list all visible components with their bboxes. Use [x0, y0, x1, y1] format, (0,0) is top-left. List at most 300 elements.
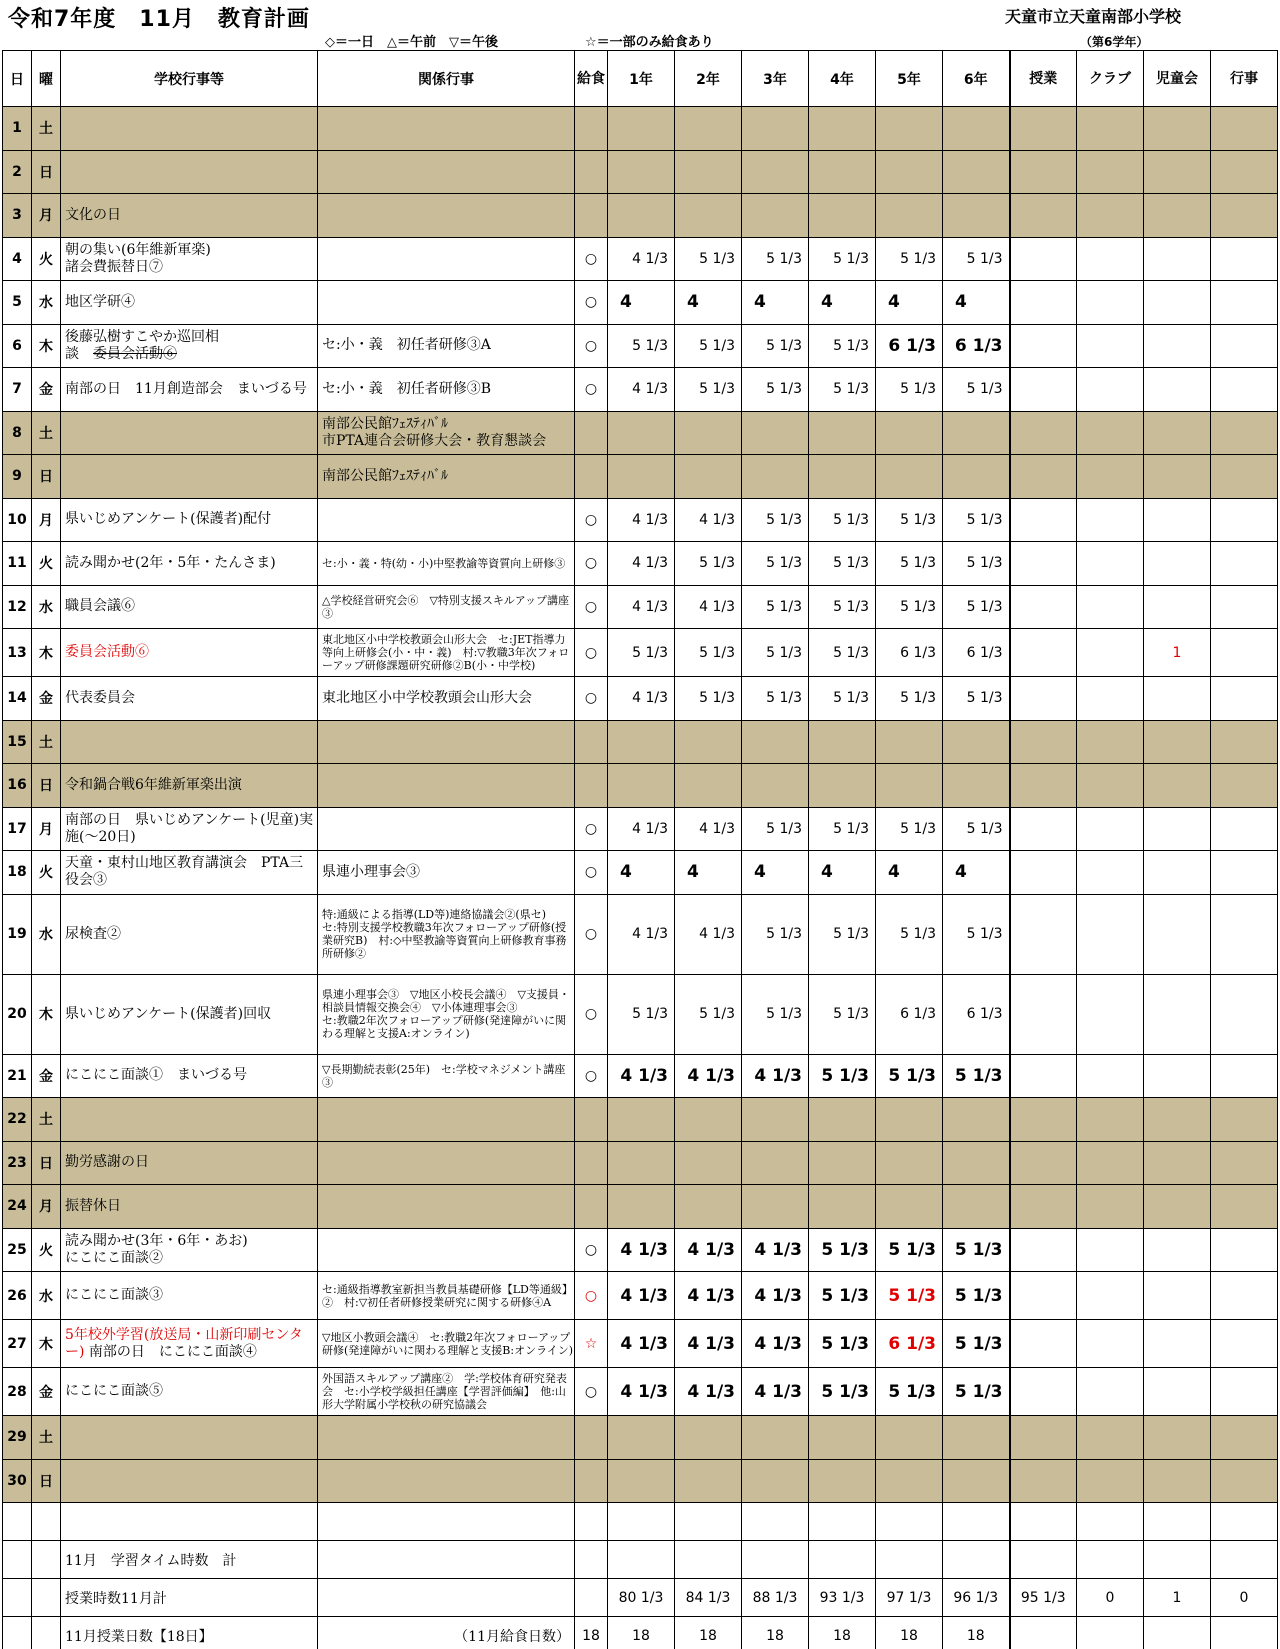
meal-mark	[575, 764, 608, 808]
student-council-cell	[1144, 1416, 1211, 1460]
day-number: 26	[3, 1272, 32, 1320]
lessons-cell	[1010, 1098, 1077, 1142]
event-text: 勤労感謝の日	[65, 1154, 149, 1171]
day-row	[3, 1416, 1278, 1460]
student-council-cell	[1144, 1185, 1211, 1229]
hours-grade-5	[876, 720, 943, 764]
hours-grade-1: 4 1/3	[608, 542, 675, 586]
hours-grade-2: 5 1/3	[675, 542, 742, 586]
meal-mark: ○	[575, 894, 608, 974]
hours-grade-5: 5 1/3	[876, 498, 943, 542]
meal-mark	[575, 1185, 608, 1229]
hours-grade-5: 6 1/3	[876, 1320, 943, 1368]
related-event	[318, 807, 575, 851]
hours-grade-3	[742, 194, 809, 238]
hours-grade-1	[608, 194, 675, 238]
related-event: 県連小理事会③	[318, 851, 575, 895]
club-cell	[1077, 974, 1144, 1054]
hours-student-council: 1	[1144, 1579, 1211, 1617]
event-text: 文化の日	[65, 206, 121, 223]
day-number: 22	[3, 1098, 32, 1142]
lessons-cell	[1010, 150, 1077, 194]
related-event: セ:小・義 初任者研修③A	[318, 324, 575, 368]
student-council-cell	[1144, 764, 1211, 808]
student-council-cell: 1	[1144, 629, 1211, 677]
club-cell	[1077, 1368, 1144, 1416]
club-cell	[1077, 1459, 1144, 1503]
hours-grade-3	[742, 1141, 809, 1185]
school-event	[61, 894, 318, 974]
event-text: 職員会議⑥	[65, 598, 135, 615]
hours-grade-2: 5 1/3	[675, 324, 742, 368]
club-cell	[1077, 1416, 1144, 1460]
hours-grade-5: 5 1/3	[876, 1368, 943, 1416]
event-text: 後藤弘樹すこやか巡回相談	[65, 328, 219, 362]
hours-grade-3: 5 1/3	[742, 894, 809, 974]
related-event: 南部公民館ﾌｪｽﾃｨﾊﾞﾙ 市PTA連合会研修大会・教育懇談会	[318, 411, 575, 455]
meal-mark: ○	[575, 974, 608, 1054]
student-council-cell	[1144, 1098, 1211, 1142]
hours-grade-1: 80 1/3	[608, 1579, 675, 1617]
hours-grade-2: 4 1/3	[675, 807, 742, 851]
meal-mark	[575, 1098, 608, 1142]
related-event	[318, 764, 575, 808]
hours-grade-2: 4 1/3	[675, 1054, 742, 1098]
event-text: 読み聞かせ(3年・6年・あお) にこにこ面談②	[65, 1232, 248, 1266]
hours-grade-1	[608, 1459, 675, 1503]
club-cell	[1077, 368, 1144, 412]
lessons-cell	[1010, 542, 1077, 586]
day-number: 3	[3, 194, 32, 238]
lessons-cell	[1010, 1368, 1077, 1416]
hours-grade-6: 5 1/3	[943, 1054, 1010, 1098]
hours-grade-2: 4 1/3	[675, 1228, 742, 1272]
event-text: 地区学研④	[65, 293, 135, 310]
club-cell	[1077, 1141, 1144, 1185]
club-cell	[1077, 194, 1144, 238]
hours-grade-4: 5 1/3	[809, 1320, 876, 1368]
student-council-cell	[1144, 194, 1211, 238]
weekday: 日	[32, 764, 61, 808]
related-event: 南部公民館ﾌｪｽﾃｨﾊﾞﾙ	[318, 455, 575, 499]
header-events: 学校行事等	[61, 51, 318, 107]
header-student-council: 児童会	[1144, 51, 1211, 107]
hours-grade-3	[742, 150, 809, 194]
hours-grade-1	[608, 720, 675, 764]
lessons-cell	[1010, 720, 1077, 764]
hours-grade-3	[742, 1416, 809, 1460]
hours-grade-4: 5 1/3	[809, 1054, 876, 1098]
school-events-cell	[1211, 585, 1278, 629]
hours-grade-4: 5 1/3	[809, 974, 876, 1054]
club-cell	[1077, 585, 1144, 629]
weekday: 金	[32, 1054, 61, 1098]
lessons-cell	[1010, 1272, 1077, 1320]
hours-grade-5: 5 1/3	[876, 237, 943, 281]
meal-mark: ○	[575, 368, 608, 412]
school-events-cell	[1211, 851, 1278, 895]
hours-grade-2	[675, 1098, 742, 1142]
lessons-cell	[1010, 498, 1077, 542]
related-event	[318, 1185, 575, 1229]
event-text: にこにこ面談③	[65, 1287, 163, 1303]
hours-grade-1: 4 1/3	[608, 1228, 675, 1272]
event-text: 県いじめアンケート(保護者)配付	[65, 511, 272, 528]
student-council-cell	[1144, 894, 1211, 974]
school-events-cell	[1211, 629, 1278, 677]
club-cell	[1077, 720, 1144, 764]
day-row	[3, 1320, 1278, 1368]
school-event	[61, 281, 318, 325]
hours-grade-5	[876, 411, 943, 455]
weekday: 水	[32, 585, 61, 629]
hours-grade-4	[809, 1185, 876, 1229]
hours-grade-2: 4 1/3	[675, 1368, 742, 1416]
related-event: 特:通級による指導(LD等)連絡協議会②(県セ) セ:特別支援学校教職3年次フォローアップ研修(授業研究B) 村:◇中堅教諭等資質向上研修教育事務所研修②	[318, 894, 575, 974]
hours-grade-2: 4	[675, 281, 742, 325]
header-lessons: 授業	[1010, 51, 1077, 107]
day-row	[3, 1272, 1278, 1320]
hours-grade-1: 5 1/3	[608, 974, 675, 1054]
hours-grade-3	[742, 107, 809, 151]
hours-grade-6	[943, 455, 1010, 499]
student-council-cell	[1144, 1320, 1211, 1368]
hours-grade-1	[608, 107, 675, 151]
hours-grade-4	[809, 1141, 876, 1185]
hours-grade-4	[809, 1098, 876, 1142]
hours-label: 授業時数11月計	[61, 1579, 318, 1617]
event-cancelled-text: 委員会活動⑥	[93, 345, 177, 362]
days-label: 11月授業日数【18日】	[61, 1617, 318, 1649]
meal-mark: ○	[575, 851, 608, 895]
day-row	[3, 677, 1278, 721]
event-text: にこにこ面談⑤	[65, 1383, 163, 1399]
event-text: 令和鍋合戦6年維新軍楽出演	[65, 776, 242, 793]
lessons-cell	[1010, 237, 1077, 281]
day-row	[3, 720, 1278, 764]
hours-grade-4: 5 1/3	[809, 542, 876, 586]
day-row	[3, 237, 1278, 281]
day-row	[3, 107, 1278, 151]
hours-grade-6: 5 1/3	[943, 807, 1010, 851]
student-council-cell	[1144, 1459, 1211, 1503]
meal-mark	[575, 194, 608, 238]
hours-grade-6	[943, 720, 1010, 764]
school-event	[61, 194, 318, 238]
weekday: 火	[32, 1228, 61, 1272]
school-events-cell	[1211, 455, 1278, 499]
related-event	[318, 150, 575, 194]
weekday: 火	[32, 851, 61, 895]
hours-grade-6: 5 1/3	[943, 498, 1010, 542]
related-event	[318, 498, 575, 542]
hours-grade-2	[675, 1459, 742, 1503]
hours-grade-5	[876, 1459, 943, 1503]
hours-grade-4: 4	[809, 851, 876, 895]
hours-grade-6	[943, 194, 1010, 238]
hours-grade-2	[675, 1141, 742, 1185]
lessons-cell	[1010, 677, 1077, 721]
day-number: 16	[3, 764, 32, 808]
hours-grade-2: 4 1/3	[675, 894, 742, 974]
hours-grade-1	[608, 411, 675, 455]
hours-grade-5: 4	[876, 281, 943, 325]
related-event	[318, 1459, 575, 1503]
hours-grade-4	[809, 194, 876, 238]
hours-grade-4	[809, 455, 876, 499]
day-row	[3, 1098, 1278, 1142]
day-number: 11	[3, 542, 32, 586]
day-number: 28	[3, 1368, 32, 1416]
hours-grade-5	[876, 1185, 943, 1229]
student-council-cell	[1144, 368, 1211, 412]
hours-grade-4	[809, 107, 876, 151]
club-cell	[1077, 281, 1144, 325]
hours-grade-5	[876, 107, 943, 151]
hours-grade-2	[675, 1185, 742, 1229]
club-cell	[1077, 498, 1144, 542]
hours-grade-6	[943, 411, 1010, 455]
day-number: 30	[3, 1459, 32, 1503]
student-council-cell	[1144, 720, 1211, 764]
event-text: 朝の集い(6年維新軍楽) 諸会費振替日⑦	[65, 241, 211, 275]
day-row	[3, 194, 1278, 238]
hours-grade-5: 97 1/3	[876, 1579, 943, 1617]
school-events-cell	[1211, 107, 1278, 151]
meal-mark: ○	[575, 237, 608, 281]
lessons-cell	[1010, 1054, 1077, 1098]
lessons-cell	[1010, 411, 1077, 455]
club-cell	[1077, 677, 1144, 721]
hours-grade-4	[809, 764, 876, 808]
school-event	[61, 411, 318, 455]
hours-grade-3: 88 1/3	[742, 1579, 809, 1617]
student-council-cell	[1144, 807, 1211, 851]
day-row	[3, 1368, 1278, 1416]
hours-grade-1	[608, 1416, 675, 1460]
related-event	[318, 1098, 575, 1142]
hours-grade-5: 5 1/3	[876, 368, 943, 412]
hours-grade-1: 4 1/3	[608, 1368, 675, 1416]
student-council-cell	[1144, 677, 1211, 721]
school-name: 天童市立天童南部小学校	[1005, 7, 1182, 26]
weekday: 月	[32, 807, 61, 851]
hours-grade-4: 5 1/3	[809, 237, 876, 281]
weekday: 月	[32, 1185, 61, 1229]
event-text: 委員会活動⑥	[65, 644, 149, 660]
lessons-cell	[1010, 629, 1077, 677]
school-event	[61, 1368, 318, 1416]
student-council-cell	[1144, 585, 1211, 629]
meal-mark	[575, 411, 608, 455]
student-council-cell	[1144, 974, 1211, 1054]
lessons-cell	[1010, 585, 1077, 629]
lessons-cell	[1010, 107, 1077, 151]
hours-grade-1	[608, 150, 675, 194]
header-grade-4: 4年	[809, 51, 876, 107]
hours-grade-1	[608, 1098, 675, 1142]
day-row	[3, 585, 1278, 629]
school-events-cell	[1211, 1054, 1278, 1098]
weekday: 水	[32, 281, 61, 325]
hours-grade-6	[943, 107, 1010, 151]
school-events-cell	[1211, 1141, 1278, 1185]
day-number: 15	[3, 720, 32, 764]
day-row	[3, 498, 1278, 542]
hours-grade-4	[809, 411, 876, 455]
hours-grade-3: 4 1/3	[742, 1320, 809, 1368]
header-meal: 給食	[575, 51, 608, 107]
day-row	[3, 281, 1278, 325]
hours-grade-6: 4	[943, 281, 1010, 325]
meal-mark: ○	[575, 585, 608, 629]
day-number: 14	[3, 677, 32, 721]
header-grade-1: 1年	[608, 51, 675, 107]
day-number: 10	[3, 498, 32, 542]
weekday: 日	[32, 455, 61, 499]
weekday: 月	[32, 498, 61, 542]
related-event	[318, 237, 575, 281]
weekday: 土	[32, 1098, 61, 1142]
related-event	[318, 281, 575, 325]
days-grade-3: 18	[742, 1617, 809, 1649]
hours-grade-1: 4	[608, 851, 675, 895]
school-events-cell	[1211, 764, 1278, 808]
page-title: 令和7年度 11月 教育計画	[8, 7, 310, 32]
meal-mark	[575, 1141, 608, 1185]
school-event	[61, 1416, 318, 1460]
meal-mark: ○	[575, 629, 608, 677]
day-number: 13	[3, 629, 32, 677]
hours-grade-2	[675, 411, 742, 455]
day-row	[3, 1054, 1278, 1098]
school-event	[61, 150, 318, 194]
weekday: 土	[32, 107, 61, 151]
student-council-cell	[1144, 281, 1211, 325]
header-grade-5: 5年	[876, 51, 943, 107]
hours-grade-2: 4	[675, 851, 742, 895]
club-cell	[1077, 1272, 1144, 1320]
hours-grade-5: 6 1/3	[876, 324, 943, 368]
day-number: 5	[3, 281, 32, 325]
hours-grade-6	[943, 1098, 1010, 1142]
hours-grade-6: 6 1/3	[943, 324, 1010, 368]
related-event	[318, 720, 575, 764]
event-text: 尿検査②	[65, 925, 121, 942]
related-event: ▽地区小教頭会議④ セ:教職2年次フォローアップ研修(発達障がいに関わる理解と支援B:オンライン)	[318, 1320, 575, 1368]
legend-symbols: ◇＝一日 △＝午前 ▽＝午後	[325, 35, 498, 50]
hours-grade-2: 5 1/3	[675, 677, 742, 721]
student-council-cell	[1144, 498, 1211, 542]
lessons-cell	[1010, 1185, 1077, 1229]
hours-grade-5: 5 1/3	[876, 542, 943, 586]
meal-mark: ○	[575, 324, 608, 368]
student-council-cell	[1144, 1228, 1211, 1272]
school-event	[61, 1320, 318, 1368]
header-related: 関係行事	[318, 51, 575, 107]
school-events-cell	[1211, 1416, 1278, 1460]
day-row	[3, 1228, 1278, 1272]
school-events-cell	[1211, 194, 1278, 238]
weekday: 金	[32, 368, 61, 412]
school-events-cell	[1211, 677, 1278, 721]
day-number: 2	[3, 150, 32, 194]
weekday: 金	[32, 677, 61, 721]
day-row	[3, 324, 1278, 368]
event-text: 5年校外学習(放送局・山新印刷センター)	[65, 1326, 303, 1360]
hours-grade-1: 4 1/3	[608, 237, 675, 281]
learning-time-label: 11月 学習タイム時数 計	[61, 1541, 318, 1579]
club-cell	[1077, 1228, 1144, 1272]
school-event	[61, 237, 318, 281]
hours-grade-5: 5 1/3	[876, 585, 943, 629]
meal-mark: ○	[575, 281, 608, 325]
hours-grade-2: 4 1/3	[675, 1320, 742, 1368]
hours-grade-1	[608, 764, 675, 808]
hours-grade-1: 4 1/3	[608, 677, 675, 721]
hours-grade-6	[943, 764, 1010, 808]
event-text: 振替休日	[65, 1197, 121, 1214]
school-event	[61, 677, 318, 721]
hours-lessons: 95 1/3	[1010, 1579, 1077, 1617]
club-cell	[1077, 629, 1144, 677]
school-events-cell	[1211, 1098, 1278, 1142]
header-club: クラブ	[1077, 51, 1144, 107]
hours-grade-4	[809, 1416, 876, 1460]
related-event: セ:小・義・特(幼・小)中堅教諭等資質向上研修③	[318, 542, 575, 586]
meal-mark: ○	[575, 1272, 608, 1320]
student-council-cell	[1144, 851, 1211, 895]
club-cell	[1077, 107, 1144, 151]
hours-grade-1: 4 1/3	[608, 894, 675, 974]
club-cell	[1077, 1185, 1144, 1229]
day-number: 4	[3, 237, 32, 281]
school-event	[61, 585, 318, 629]
weekday: 火	[32, 237, 61, 281]
day-number: 29	[3, 1416, 32, 1460]
club-cell	[1077, 1054, 1144, 1098]
legend-meal: ☆＝一部のみ給食あり	[585, 35, 714, 50]
hours-grade-1: 4 1/3	[608, 1272, 675, 1320]
hours-grade-3: 5 1/3	[742, 368, 809, 412]
lessons-cell	[1010, 1459, 1077, 1503]
hours-grade-6: 5 1/3	[943, 1320, 1010, 1368]
hours-grade-1: 4	[608, 281, 675, 325]
weekday: 水	[32, 894, 61, 974]
related-event	[318, 1228, 575, 1272]
grade-note: （第6学年）	[1080, 35, 1149, 49]
weekday: 土	[32, 720, 61, 764]
hours-grade-5: 5 1/3	[876, 1054, 943, 1098]
weekday: 日	[32, 1141, 61, 1185]
weekday: 日	[32, 1459, 61, 1503]
hours-grade-4: 4	[809, 281, 876, 325]
hours-grade-1: 4 1/3	[608, 498, 675, 542]
school-event	[61, 1228, 318, 1272]
hours-grade-2: 4 1/3	[675, 498, 742, 542]
related-event: 東北地区小中学校教頭会山形大会 セ:JET指導力等向上研修会(小・中・義) 村:▽教職3年次フォローアップ研修課題研究研修②B(小・中学校)	[318, 629, 575, 677]
club-cell	[1077, 150, 1144, 194]
hours-grade-3: 5 1/3	[742, 585, 809, 629]
school-event	[61, 1459, 318, 1503]
hours-grade-2: 5 1/3	[675, 974, 742, 1054]
day-number: 23	[3, 1141, 32, 1185]
hours-grade-5: 6 1/3	[876, 629, 943, 677]
school-events-cell	[1211, 150, 1278, 194]
day-number: 17	[3, 807, 32, 851]
student-council-cell	[1144, 542, 1211, 586]
day-row	[3, 411, 1278, 455]
